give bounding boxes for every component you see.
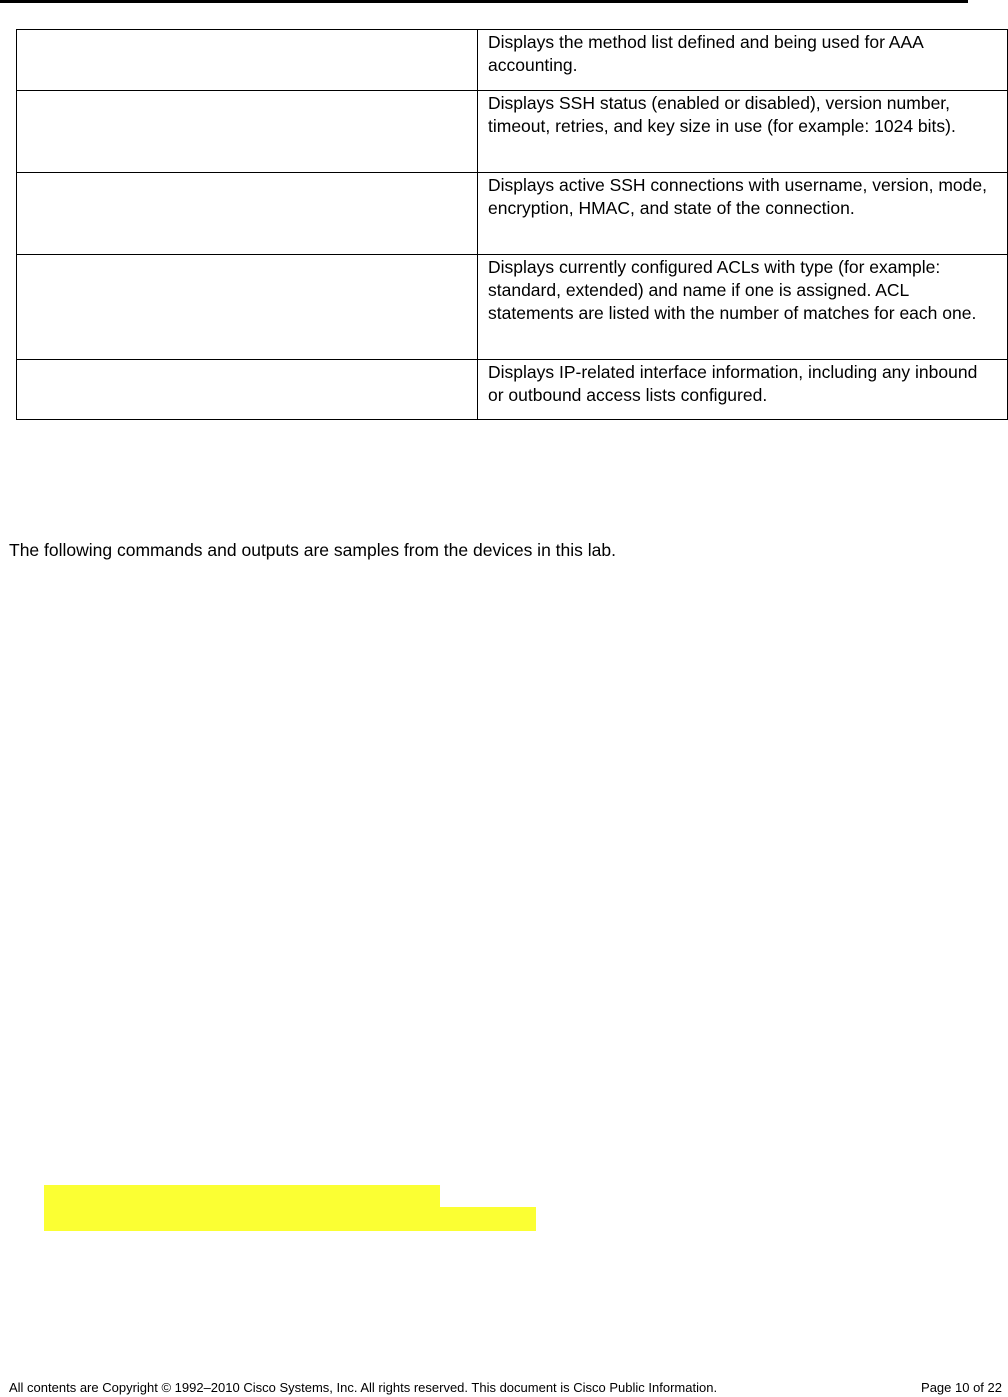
table-row	[17, 173, 1008, 255]
highlight-block	[44, 1185, 440, 1208]
highlight-block	[44, 1207, 536, 1231]
description-cell: Displays currently configured ACLs with type (for example: standard, extended) and name if one is assigned. ACL statements are listed with the number of matches for each one.	[478, 255, 1008, 360]
command-reference-table	[16, 29, 1008, 420]
table-row	[17, 91, 1008, 173]
header-rule	[0, 0, 968, 3]
table-row	[17, 255, 1008, 360]
command-cell	[17, 173, 478, 255]
command-cell	[17, 30, 478, 91]
description-cell: Displays the method list defined and being used for AAA accounting.	[478, 30, 1008, 91]
footer-copyright: All contents are Copyright © 1992–2010 Cisco Systems, Inc. All rights reserved. This document is Cisco Public Information.	[9, 1380, 718, 1395]
description-cell: Displays IP-related interface information, including any inbound or outbound access lists configured.	[478, 360, 1008, 420]
command-cell	[17, 91, 478, 173]
intro-paragraph: The following commands and outputs are samples from the devices in this lab.	[9, 540, 616, 560]
command-cell	[17, 360, 478, 420]
table-row	[17, 360, 1008, 420]
command-cell	[17, 255, 478, 360]
description-cell: Displays active SSH connections with username, version, mode, encryption, HMAC, and state of the connection.	[478, 173, 1008, 255]
footer-page-number: Page 10 of 22	[921, 1380, 1002, 1395]
table-row	[17, 30, 1008, 91]
description-cell: Displays SSH status (enabled or disabled), version number, timeout, retries, and key size in use (for example: 1024 bits).	[478, 91, 1008, 173]
